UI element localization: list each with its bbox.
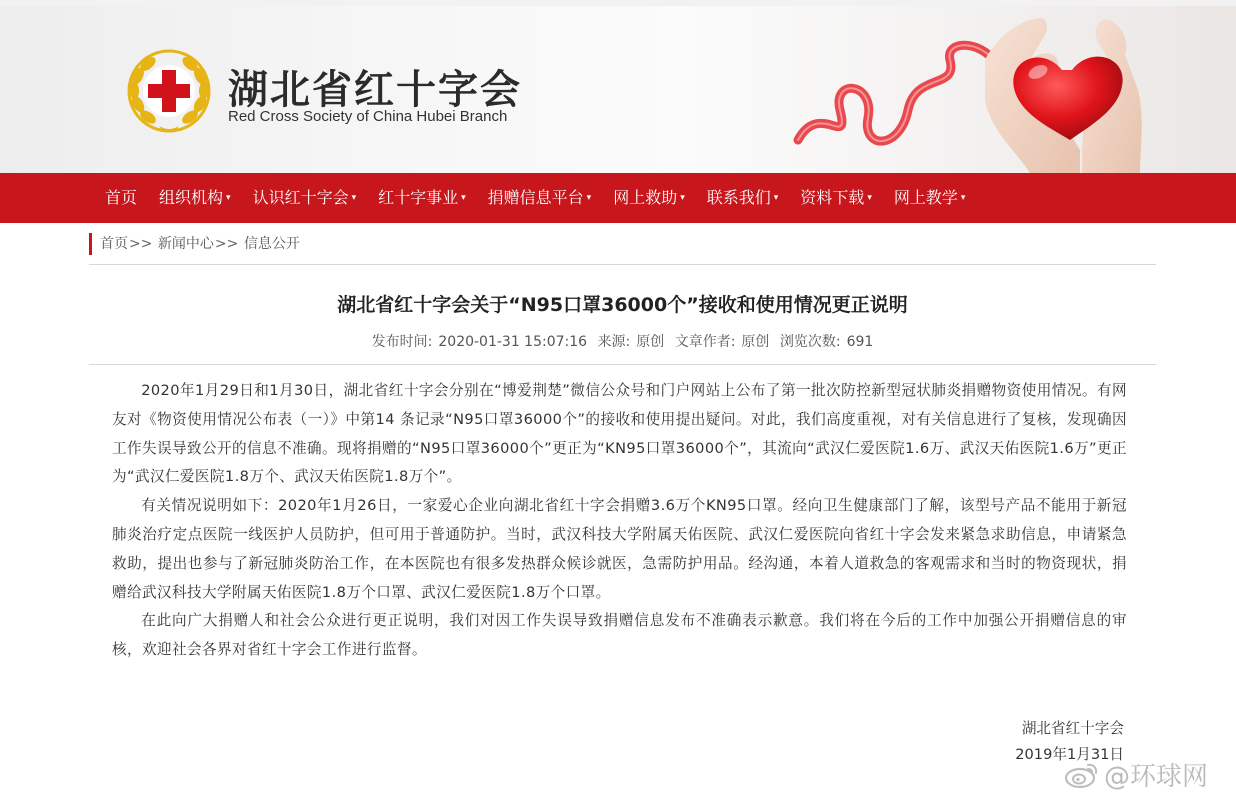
nav-item-1[interactable]: [148, 173, 242, 223]
chevron-down-icon: ▾: [867, 193, 872, 203]
publish-label: 发布时间:: [371, 334, 433, 350]
article-paragraph: 在此向广大捐赠人和社会公众进行更正说明，我们对因工作失误导致捐赠信息发布不准确表示歉意。我们将在今后的工作中加强公开捐赠信息的审核，欢迎社会各界对省红十字会工作进行监督。: [112, 612, 1127, 659]
nav-item-label: 组织机构: [159, 188, 224, 207]
breadcrumb-current[interactable]: 信息公开: [243, 236, 300, 252]
heart-in-hands-with-ribbon-icon: [780, 0, 1236, 173]
nav-item-label: 资料下载: [800, 188, 865, 207]
source-value: 原创: [636, 334, 665, 350]
article-body: [112, 377, 1127, 665]
nav-item-8[interactable]: [883, 173, 977, 223]
divider: [89, 264, 1156, 265]
nav-item-3[interactable]: [367, 173, 477, 223]
article-paragraph: 有关情况说明如下：2020年1月26日，一家爱心企业向湖北省红十字会捐赠3.6万个KN95口罩。经向卫生健康部门了解，该型号产品不能用于新冠肺炎治疗定点医院一线医护人员防护，但可用于普通防护。当时，武汉科技大学附属天佑医院、武汉仁爱医院向省红十字会发来紧急求助信息，申请紧急救助，提出也参与了新冠肺炎防治工作，在本医院也有很多发热群众候诊就医，急需防护用品。经沟通，本着人道救急的客观需求和当时的物资现状，捐赠给武汉科技大学附属天佑医院1.8万个口罩、武汉仁爱医院1.8万个口罩。: [112, 497, 1127, 601]
watermark: [1064, 754, 1208, 794]
breadcrumb: [89, 233, 300, 255]
signature-org: 湖北省红十字会: [1021, 720, 1124, 737]
article-paragraph: 2020年1月29日和1月30日，湖北省红十字会分别在“博爱荆楚”微信公众号和门户网站上公布了第一批次防控新型冠状肺炎捐赠物资使用情况。有网友对《物资使用情况公布表（一）》中第14 条记录“N95口罩36000个”的接收和使用提出疑问。对此，我们高度重视，对有关信息进行了复核，发现确因工作失误导致公开的信息不准确。现将捐赠的“N95口罩36000个”更正为“KN95口罩36000个”，其流向“武汉仁爱医院1.6万、武汉天佑医院1.6万”更正为“武汉仁爱医院1.8万个、武汉天佑医院1.8万个”。: [112, 382, 1127, 486]
author-label: 文章作者:: [674, 334, 736, 350]
breadcrumb-separator: >>: [129, 236, 153, 252]
nav-item-5[interactable]: [602, 173, 696, 223]
red-cross-laurel-emblem-icon: [124, 46, 214, 136]
nav-item-label: 认识红十字会: [252, 188, 349, 207]
nav-item-label: 网上救助: [613, 188, 678, 207]
nav-item-label: 首页: [105, 188, 138, 207]
breadcrumb-news[interactable]: 新闻中心: [157, 236, 214, 252]
chevron-down-icon: ▾: [773, 193, 779, 203]
breadcrumb-separator: >>: [214, 236, 239, 252]
nav-item-label: 捐赠信息平台: [487, 188, 584, 207]
nav-item-label: 红十字事业: [378, 188, 459, 207]
chevron-down-icon: ▾: [461, 193, 466, 203]
nav-item-7[interactable]: [789, 173, 883, 223]
nav-item-0[interactable]: [94, 173, 148, 223]
author-value: 原创: [741, 334, 770, 350]
watermark-text: @环球网: [1104, 761, 1209, 792]
nav-item-label: 联系我们: [706, 188, 771, 207]
chevron-down-icon: ▾: [351, 193, 357, 203]
views-label: 浏览次数:: [779, 334, 841, 350]
divider: [89, 364, 1156, 365]
breadcrumb-home[interactable]: 首页: [100, 236, 128, 252]
org-name-en: Red Cross Society of China Hubei Branch: [228, 108, 508, 125]
header-banner: [0, 0, 1236, 173]
nav-item-6[interactable]: [696, 173, 790, 223]
nav-item-2[interactable]: [242, 173, 368, 223]
chevron-down-icon: ▾: [680, 193, 685, 203]
article-meta: [89, 331, 1156, 351]
nav-item-4[interactable]: [477, 173, 603, 223]
weibo-icon: [1064, 759, 1100, 789]
site-logo[interactable]: [124, 44, 544, 134]
chevron-down-icon: ▾: [586, 193, 592, 203]
article-title: 湖北省红十字会关于“N95口罩36000个”接收和使用情况更正说明: [337, 294, 908, 316]
nav-item-label: 网上教学: [893, 188, 958, 207]
nav-list: [94, 173, 976, 223]
signature-date: 2019年1月31日: [1015, 746, 1124, 763]
org-name-cn: 湖北省红十字会: [228, 67, 522, 113]
publish-time: 2020-01-31 15:07:16: [438, 334, 588, 350]
chevron-down-icon: ▾: [226, 193, 231, 203]
views-count: 691: [846, 334, 874, 350]
chevron-down-icon: ▾: [960, 193, 966, 203]
main-nav: [0, 173, 1236, 223]
source-label: 来源:: [597, 334, 631, 350]
